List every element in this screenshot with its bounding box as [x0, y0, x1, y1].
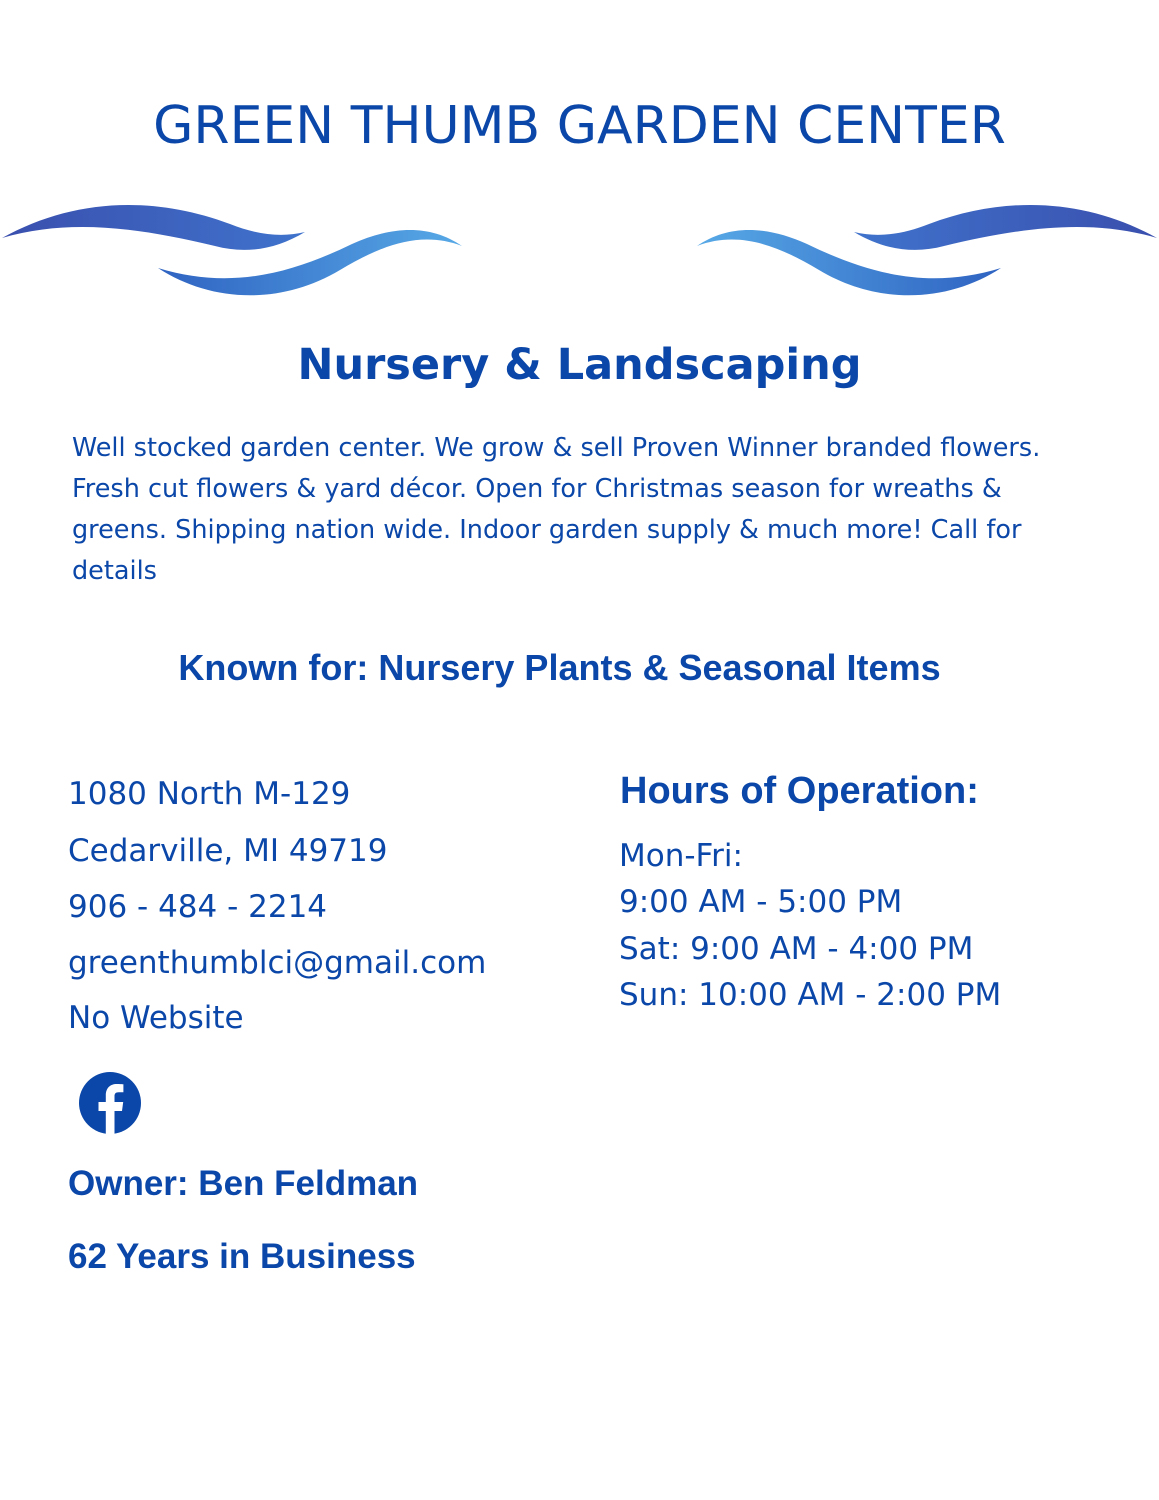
hours-line-sunday: Sun: 10:00 AM - 2:00 PM	[619, 977, 1002, 1013]
known-for: Known for: Nursery Plants & Seasonal Items	[178, 647, 941, 688]
address-line-2: Cedarville, MI 49719	[68, 833, 388, 869]
email-link[interactable]: greenthumblci@gmail.com	[68, 945, 487, 981]
hours-line-weekday-label: Mon-Fri:	[619, 838, 743, 874]
page-title: GREEN THUMB GARDEN CENTER	[153, 96, 1006, 156]
facebook-icon[interactable]	[78, 1071, 142, 1135]
address-line-1: 1080 North M-129	[68, 776, 351, 812]
hours-line-weekday-time: 9:00 AM - 5:00 PM	[619, 884, 903, 920]
website-info: No Website	[68, 1000, 244, 1036]
wave-right-upper	[854, 205, 1157, 250]
wave-left-upper	[2, 205, 305, 250]
phone-number[interactable]: 906 - 484 - 2214	[68, 889, 328, 925]
description: Well stocked garden center. We grow & sell Proven Winner branded flowers. Fresh cut flowers & yard décor. Open for Christmas season for wreaths & greens. Shipping nation wide. Indoor garden supply & much more! Call for details	[72, 433, 1041, 586]
subtitle: Nursery & Landscaping	[297, 340, 862, 390]
hours-title: Hours of Operation:	[620, 770, 979, 812]
hours-line-saturday: Sat: 9:00 AM - 4:00 PM	[619, 931, 974, 967]
years-in-business: 62 Years in Business	[68, 1237, 416, 1276]
decorative-waves	[0, 190, 1159, 310]
owner-name: Owner: Ben Feldman	[68, 1164, 419, 1203]
